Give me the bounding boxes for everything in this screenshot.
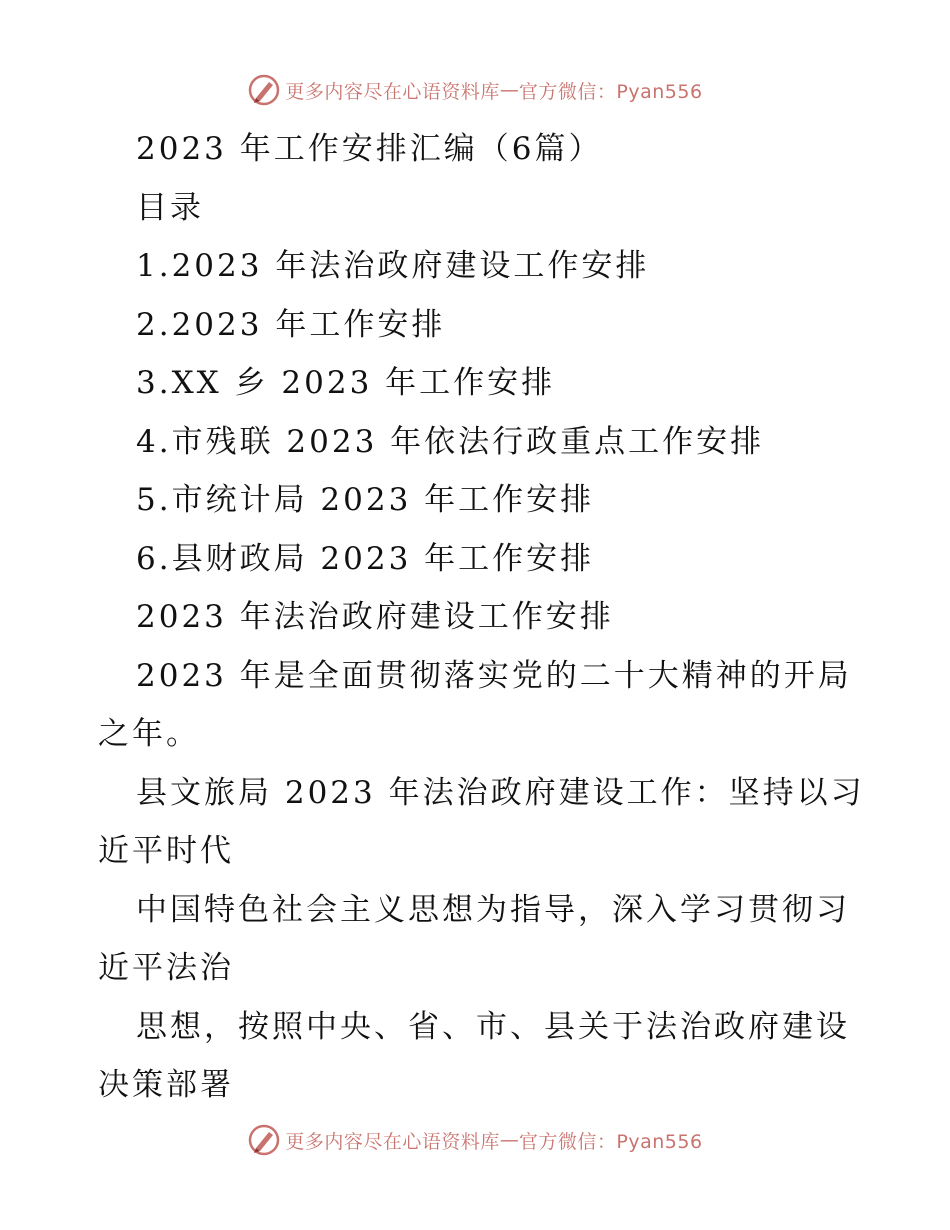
- document-body: [98, 120, 865, 1115]
- toc-item: 2.2023 年工作安排: [136, 306, 446, 343]
- section-title: 2023 年法治政府建设工作安排: [136, 599, 614, 635]
- paragraph-line: 之年。: [98, 716, 200, 752]
- paragraph-line: 近平时代: [98, 833, 234, 869]
- separator: —: [499, 1129, 519, 1151]
- pen-logo-icon: [247, 1123, 281, 1157]
- paragraph-line: 决策部署: [98, 1067, 234, 1103]
- contact-text: 官方微信：Pyan556: [518, 1130, 703, 1153]
- toc-item: 3.XX 乡 2023 年工作安排: [136, 365, 556, 401]
- separator: —: [499, 79, 519, 101]
- toc-item: 5.市统计局 2023 年工作安排: [136, 482, 595, 518]
- paragraph-line: 中国特色社会主义思想为指导，深入学习贯彻习: [136, 891, 850, 928]
- document-title: 2023 年工作安排汇编（6篇）: [136, 131, 603, 167]
- toc-heading: 目录: [136, 189, 204, 226]
- toc-item: 6.县财政局 2023 年工作安排: [136, 540, 595, 577]
- watermark-banner-bottom: [0, 1120, 950, 1160]
- contact-text: 官方微信：Pyan556: [518, 80, 703, 103]
- promo-text: 更多内容尽在心语资料库: [285, 80, 500, 103]
- paragraph-line: 思想，按照中央、省、市、县关于法治政府建设: [136, 1008, 850, 1045]
- toc-item: 4.市残联 2023 年依法行政重点工作安排: [136, 423, 765, 460]
- watermark-banner-top: [0, 70, 950, 110]
- toc-item: 1.2023 年法治政府建设工作安排: [136, 248, 650, 284]
- pen-logo-icon: [247, 73, 281, 107]
- paragraph-line: 2023 年是全面贯彻落实党的二十大精神的开局: [136, 657, 852, 694]
- paragraph-line: 县文旅局 2023 年法治政府建设工作：坚持以习: [136, 774, 865, 811]
- paragraph-line: 近平法治: [98, 950, 234, 986]
- promo-text: 更多内容尽在心语资料库: [285, 1130, 500, 1153]
